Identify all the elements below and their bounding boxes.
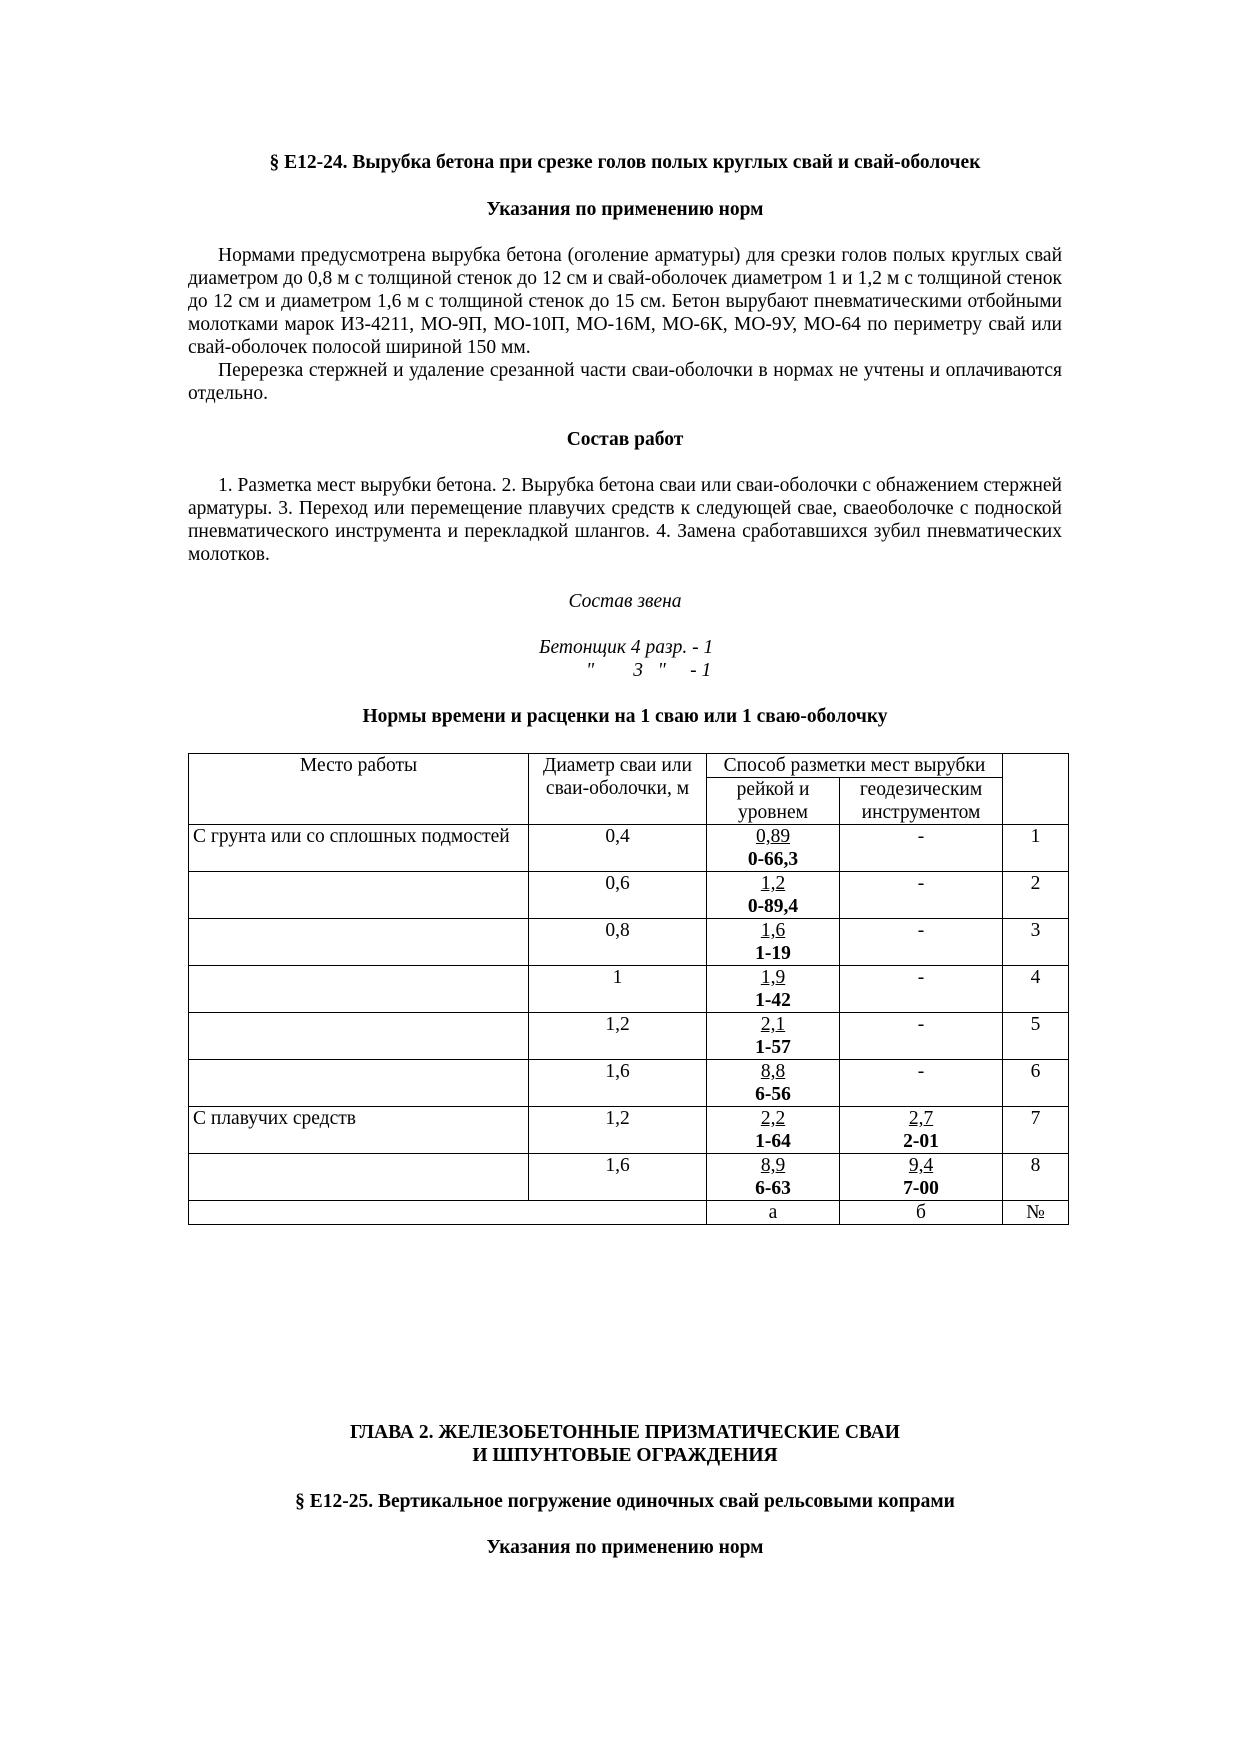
crew-heading: Состав звена: [568, 591, 682, 612]
table-header-row-1: [189, 754, 1069, 778]
geo-cell: -: [840, 919, 1003, 966]
rail-cell: [707, 1013, 840, 1060]
place-cell-empty: [189, 1060, 529, 1107]
geo-cell: [840, 1107, 1003, 1154]
time-norm: 1,9: [760, 967, 786, 988]
price: 0-89,4: [747, 896, 799, 917]
time-norm: 1,6: [760, 920, 786, 941]
time-norm: 2,2: [760, 1108, 786, 1129]
row-number: 5: [1003, 1013, 1069, 1060]
crew-line-2: " 3 " - 1: [586, 660, 712, 681]
footer-column-b: б: [840, 1201, 1003, 1225]
row-number: 6: [1003, 1060, 1069, 1107]
price: 2-01: [903, 1131, 939, 1152]
table-row: [189, 966, 1069, 1013]
row-number: 1: [1003, 825, 1069, 872]
diameter-cell: 1: [529, 966, 707, 1013]
footer-column-a: а: [707, 1201, 840, 1225]
geo-cell: -: [840, 1060, 1003, 1107]
table-row: [189, 825, 1069, 872]
footer-blank: [189, 1201, 707, 1225]
section-title: § Е12-24. Вырубка бетона при срезке голов полых круглых свай и свай-оболочек: [269, 152, 981, 173]
diameter-cell: 1,2: [529, 1013, 707, 1060]
geo-cell: [840, 1154, 1003, 1201]
place-cell-empty: [189, 1154, 529, 1201]
time-norm: 9,4: [908, 1155, 934, 1176]
time-norm: 0,89: [755, 826, 791, 847]
geo-cell: -: [840, 825, 1003, 872]
price: 1-19: [755, 943, 791, 964]
time-norm: 8,8: [760, 1061, 786, 1082]
place-cell-ground: С грунта или со сплошных подмостей: [189, 825, 529, 872]
rail-cell: [707, 966, 840, 1013]
row-number: 8: [1003, 1154, 1069, 1201]
header-number-blank: [1003, 754, 1069, 825]
time-norm: 2,1: [760, 1014, 786, 1035]
geo-cell: -: [840, 966, 1003, 1013]
price: 7-00: [903, 1178, 939, 1199]
section-title-2: § Е12-25. Вертикальное погружение одиночных свай рельсовыми копрами: [295, 1491, 955, 1512]
header-method: Способ разметки мест вырубки: [707, 754, 1003, 778]
diameter-cell: 0,6: [529, 872, 707, 919]
diameter-cell: 1,6: [529, 1060, 707, 1107]
table-row: [189, 1013, 1069, 1060]
row-number: 2: [1003, 872, 1069, 919]
instructions-heading-2: Указания по применению норм: [486, 1537, 764, 1558]
place-cell-empty: [189, 872, 529, 919]
crew-line-1: Бетонщик 4 разр. - 1: [539, 637, 714, 658]
geo-cell: -: [840, 872, 1003, 919]
table-heading: Нормы времени и расценки на 1 сваю или 1 сваю-оболочку: [362, 706, 888, 727]
instructions-paragraph-2: Перерезка стержней и удаление срезанной части сваи-оболочки в нормах не учтены и оплачиваются отдельно.: [188, 360, 1062, 404]
instructions-paragraph-1: Нормами предусмотрена вырубка бетона (оголение арматуры) для срезки голов полых круглых свай диаметром до 0,8 м с толщиной стенок до 12 см и свай-оболочек диаметром 1 и 1,2 м с толщиной стенок до 12 см и диаметром 1,6 м с толщиной стенок до 15 см. Бетон вырубают пневматическими отбойными молотками марок ИЗ-4211, МО-9П, МО-10П, МО-16М, МО-6К, МО-9У, МО-64 по периметру свай или свай-оболочек полосой шириной 150 мм.: [188, 245, 1062, 358]
diameter-cell: 0,4: [529, 825, 707, 872]
place-cell-floating: С плавучих средств: [189, 1107, 529, 1154]
diameter-cell: 1,6: [529, 1154, 707, 1201]
chapter-title-line-1: ГЛАВА 2. ЖЕЛЕЗОБЕТОННЫЕ ПРИЗМАТИЧЕСКИЕ СВАИ: [350, 1422, 900, 1443]
geo-cell: -: [840, 1013, 1003, 1060]
price: 1-64: [755, 1131, 791, 1152]
price: 0-66,3: [747, 849, 799, 870]
rail-cell: [707, 1154, 840, 1201]
price: 6-63: [755, 1178, 791, 1199]
time-norm: 1,2: [760, 873, 786, 894]
row-number: 3: [1003, 919, 1069, 966]
header-place: Место работы: [189, 754, 529, 825]
time-norm: 2,7: [908, 1108, 934, 1129]
footer-number-sign: №: [1003, 1201, 1069, 1225]
rail-cell: [707, 919, 840, 966]
place-cell-empty: [189, 919, 529, 966]
chapter-title-line-2: И ШПУНТОВЫЕ ОГРАЖДЕНИЯ: [472, 1445, 778, 1466]
rail-cell: [707, 825, 840, 872]
table-row: [189, 872, 1069, 919]
rail-cell: [707, 872, 840, 919]
header-geo: геодезическим инструментом: [840, 778, 1003, 825]
table-row: [189, 919, 1069, 966]
price: 1-57: [755, 1037, 791, 1058]
rail-cell: [707, 1107, 840, 1154]
row-number: 4: [1003, 966, 1069, 1013]
table-row: [189, 1107, 1069, 1154]
work-composition-text: 1. Разметка мест вырубки бетона. 2. Вырубка бетона сваи или сваи-оболочки с обнажением стержней арматуры. 3. Переход или перемещение плавучих средств к следующей свае, сваеоболочке с подноской пневматического инструмента и перекладкой шлангов. 4. Замена сработавшихся зубил пневматических молотков.: [188, 475, 1062, 565]
time-norm: 8,9: [760, 1155, 786, 1176]
header-diameter: Диаметр сваи или сваи-оболочки, м: [529, 754, 707, 825]
place-cell-empty: [189, 1013, 529, 1060]
crew-list: [188, 636, 1062, 682]
price: 1-42: [755, 990, 791, 1011]
place-cell-empty: [189, 966, 529, 1013]
table-row: [189, 1154, 1069, 1201]
table-footer-row: [189, 1201, 1069, 1225]
rail-cell: [707, 1060, 840, 1107]
diameter-cell: 1,2: [529, 1107, 707, 1154]
row-number: 7: [1003, 1107, 1069, 1154]
price: 6-56: [755, 1084, 791, 1105]
norms-table: [188, 753, 1069, 1225]
header-rail: рейкой и уровнем: [707, 778, 840, 825]
diameter-cell: 0,8: [529, 919, 707, 966]
table-row: [189, 1060, 1069, 1107]
instructions-heading: Указания по применению норм: [486, 199, 764, 220]
work-composition-heading: Состав работ: [566, 429, 684, 450]
